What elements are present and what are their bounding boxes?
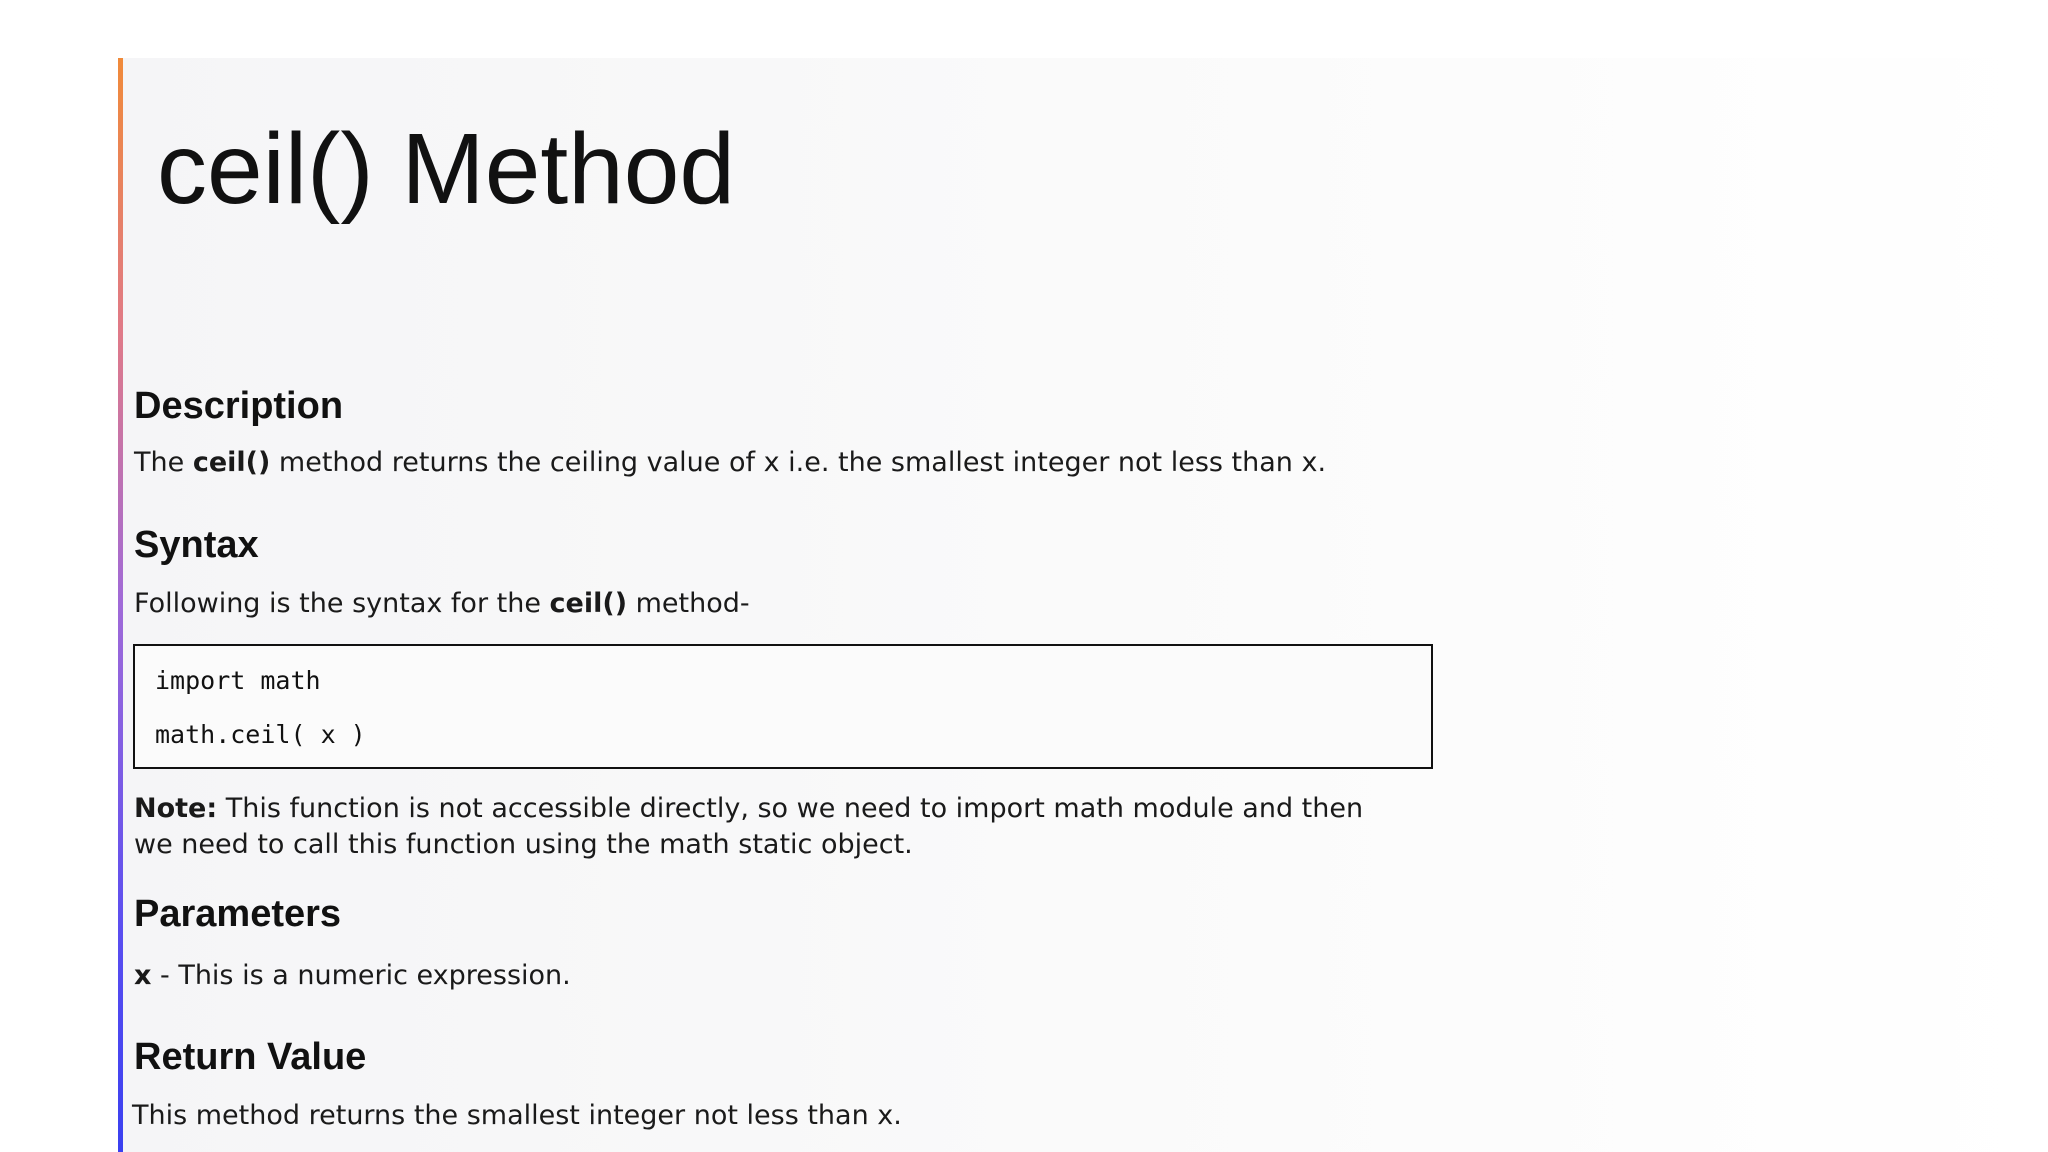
note-text-1: This function is not accessible directly, so we need to import math module and then: [217, 793, 1364, 824]
return-value-heading: Return Value: [134, 1036, 367, 1078]
description-text-pre: The: [134, 447, 193, 478]
syntax-text-post: method-: [627, 588, 750, 619]
note-line-1: [134, 790, 1363, 827]
syntax-heading: Syntax: [134, 524, 259, 566]
code-line-import: import math: [155, 666, 321, 695]
syntax-text-pre: Following is the syntax for the: [134, 588, 550, 619]
parameter-name: x: [134, 960, 152, 991]
note-label: Note:: [134, 793, 218, 824]
description-heading: Description: [134, 385, 344, 427]
parameter-desc: - This is a numeric expression.: [151, 960, 571, 991]
parameter-item: [134, 957, 571, 994]
return-value-text: This method returns the smallest integer not less than x.: [132, 1100, 902, 1131]
note-line-2: we need to call this function using the math static object.: [134, 829, 913, 860]
description-method-name: ceil(): [192, 447, 271, 478]
parameters-heading: Parameters: [134, 893, 342, 935]
code-block: [133, 644, 1433, 769]
syntax-text: [134, 585, 750, 622]
accent-bar: [118, 58, 123, 1152]
syntax-method-name: ceil(): [549, 588, 628, 619]
description-text-post: method returns the ceiling value of x i.e. the smallest integer not less than x.: [270, 447, 1327, 478]
description-text: [134, 444, 1326, 481]
code-line-call: math.ceil( x ): [155, 720, 366, 749]
slide-title: ceil() Method: [157, 113, 735, 225]
